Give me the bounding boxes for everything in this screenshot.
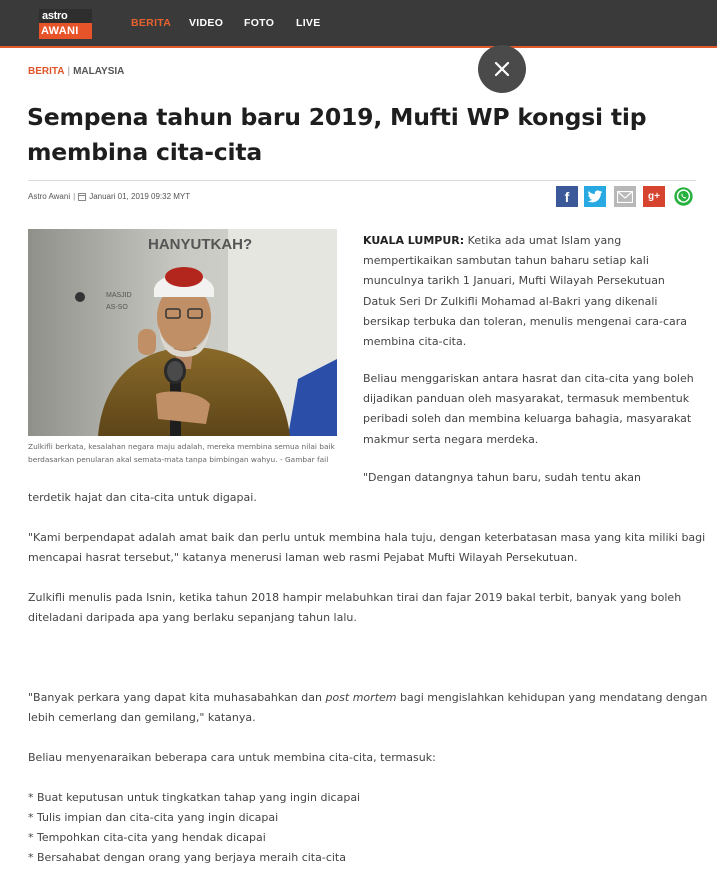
paragraph-4: "Kami berpendapat adalah amat baik dan perlu untuk membina hala tuju, dengan keterbatasan masa yang kita miliki bagi mencapai hasrat tersebut," katanya menerusi laman web rasmi Pejabat Mufti Wilayah Persekutuan.	[28, 531, 706, 565]
paragraph-2: Beliau menggariskan antara hasrat dan cita-cita yang boleh dijadikan panduan oleh masyarakat, termasuk membentuk peribadi soleh dan membina keluarga bahagia, masyarakat makmur serta negara merdeka.	[363, 372, 694, 446]
breadcrumb-section-link[interactable]: BERITA	[28, 66, 65, 77]
backdrop-text-2: MASJID	[106, 292, 132, 299]
nav-item-foto[interactable]: FOTO	[244, 17, 275, 29]
byline-separator: |	[73, 192, 76, 201]
top-navigation-bar	[0, 0, 717, 48]
share-twitter-button[interactable]	[584, 186, 606, 207]
paragraph-1	[363, 231, 699, 352]
photo-caption: Zulkifli berkata, kesalahan negara maju adalah, mereka membina semua nilai baik berdasarkan penularan akal semata-mata tanpa bimbingan wahyu. - Gambar fail	[28, 442, 335, 464]
close-icon	[494, 61, 510, 77]
article-title: Sempena tahun baru 2019, Mufti WP kongsi tip membina cita-cita	[27, 103, 647, 166]
paragraph-6-pre: "Banyak perkara yang dapat kita muhasabahkan dan	[28, 691, 326, 704]
nav-item-live[interactable]: LIVE	[296, 17, 321, 29]
author-name: Astro Awani	[28, 192, 71, 201]
paragraph-6-post: bagi mengislahkan kehidupan yang mendatang dengan lebih cemerlang dan gemilang," katanya.	[28, 691, 708, 725]
share-email-button[interactable]	[614, 186, 636, 207]
breadcrumb-category-link[interactable]: MALAYSIA	[73, 66, 125, 77]
publish-date: Januari 01, 2019 09:32 MYT	[89, 192, 191, 201]
paragraph-7: Beliau menyenaraikan beberapa cara untuk membina cita-cita, termasuk:	[28, 751, 436, 764]
article-photo	[28, 229, 337, 436]
dateline: KUALA LUMPUR:	[363, 234, 465, 247]
logo-top-text: astro	[39, 9, 92, 23]
astro-awani-logo[interactable]	[39, 9, 92, 39]
backdrop-text-3: AS-SO	[106, 304, 128, 311]
paragraph-1-text: Ketika ada umat Islam yang mempertikaikan sambutan tahun baharu setiap kali munculnya tarikh 1 Januari, Mufti Wilayah Persekutuan Datuk Seri Dr Zulkifli Mohamad al-Bakri yang dikenali bersikap terbuka dan toleran, menulis mengenai cara-cara membina cita-cita.	[363, 234, 688, 349]
share-googleplus-button[interactable]	[643, 186, 665, 207]
bullet-item: * Bersahabat dengan orang yang berjaya meraih cita-cita	[28, 851, 346, 864]
paragraph-6	[28, 688, 708, 728]
photo-illustration	[28, 229, 337, 436]
share-whatsapp-button[interactable]	[672, 186, 694, 207]
close-button[interactable]	[478, 45, 526, 93]
bullet-item: * Buat keputusan untuk tingkatkan tahap yang ingin dicapai	[28, 791, 361, 804]
paragraph-5: Zulkifli menulis pada Isnin, ketika tahun 2018 hampir melabuhkan tirai dan fajar 2019 bakal terbit, banyak yang boleh diteladani daripada apa yang berlaku sepanjang tahun lalu.	[28, 591, 682, 625]
breadcrumb	[28, 66, 124, 77]
backdrop-text-1: HANYUTKAH?	[148, 236, 253, 253]
twitter-icon	[587, 190, 603, 204]
whatsapp-icon	[673, 186, 694, 207]
breadcrumb-separator: |	[67, 66, 71, 77]
facebook-icon: f	[564, 188, 570, 205]
googleplus-icon: g+	[648, 191, 660, 202]
paragraph-6-emphasis: post mortem	[325, 691, 397, 704]
share-facebook-button[interactable]	[556, 186, 578, 207]
paragraph-3-start: "Dengan datangnya tahun baru, sudah tentu akan	[363, 471, 641, 484]
title-divider	[28, 180, 696, 181]
nav-item-video[interactable]: VIDEO	[189, 17, 224, 29]
email-icon	[617, 191, 633, 203]
calendar-icon	[78, 193, 86, 201]
article-byline	[28, 192, 190, 201]
logo-bottom-text: AWANI	[39, 23, 92, 39]
paragraph-3-end: terdetik hajat dan cita-cita untuk digapai.	[28, 491, 257, 504]
bullet-item: * Tulis impian dan cita-cita yang ingin dicapai	[28, 811, 279, 824]
nav-item-berita[interactable]: BERITA	[131, 17, 172, 29]
bullet-item: * Tempohkan cita-cita yang hendak dicapai	[28, 831, 266, 844]
